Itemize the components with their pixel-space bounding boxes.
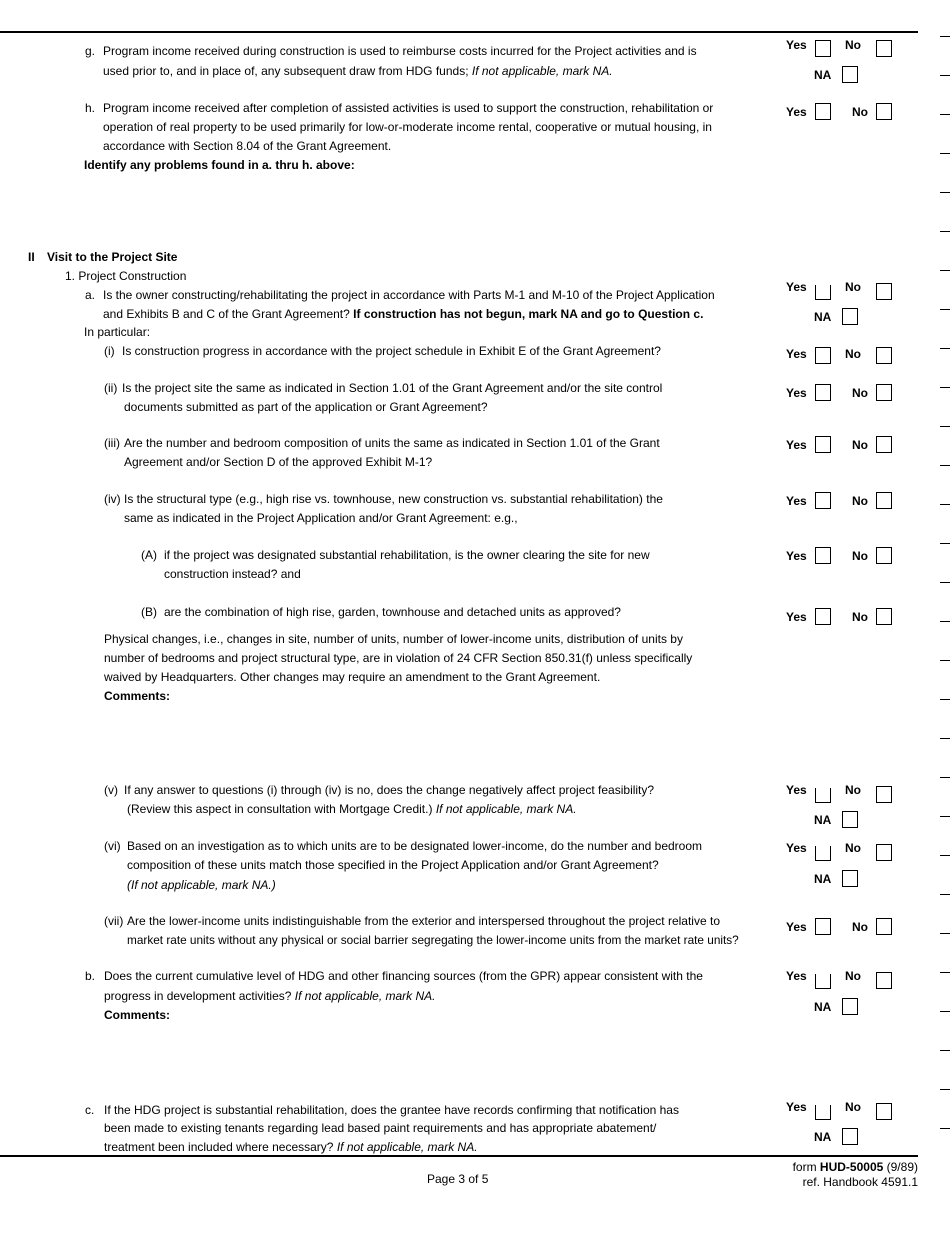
- no-checkbox[interactable]: [876, 384, 892, 401]
- yes-checkbox[interactable]: [815, 918, 831, 935]
- na-label: NA: [814, 1130, 832, 1144]
- yes-label: Yes: [786, 549, 807, 563]
- item-c-marker: c.: [85, 1103, 95, 1117]
- yes-label: Yes: [786, 105, 807, 119]
- question-A-text: if the project was designated substantial rehabilitation, is the owner clearing the site for new: [164, 548, 650, 562]
- no-checkbox[interactable]: [876, 347, 892, 364]
- no-label: No: [845, 1100, 861, 1114]
- question-A-text: construction instead? and: [164, 567, 301, 581]
- na-label: NA: [814, 1000, 832, 1014]
- yes-checkbox[interactable]: [815, 347, 831, 364]
- no-label: No: [845, 841, 861, 855]
- no-label: No: [852, 610, 868, 624]
- item-b-marker: b.: [85, 969, 96, 983]
- yes-label: Yes: [786, 38, 807, 52]
- no-checkbox[interactable]: [876, 103, 892, 120]
- section-numeral: II: [28, 250, 35, 264]
- na-checkbox[interactable]: [842, 308, 858, 325]
- item-g-text: used prior to, and in place of, any subsequent draw from HDG funds; If not applicable, mark NA.: [103, 64, 613, 78]
- item-c-text: If the HDG project is substantial rehabilitation, does the grantee have records confirming that notification has: [104, 1103, 679, 1117]
- no-label: No: [845, 280, 861, 294]
- question-iv-marker: (iv): [104, 492, 121, 506]
- no-label: No: [852, 920, 868, 934]
- yes-checkbox[interactable]: [815, 492, 831, 509]
- yes-label: Yes: [786, 347, 807, 361]
- yes-label: Yes: [786, 783, 807, 797]
- item-a-marker: a.: [85, 288, 96, 302]
- yes-checkbox[interactable]: [815, 608, 831, 625]
- na-label: NA: [814, 310, 832, 324]
- item-c-text: been made to existing tenants regarding lead based paint requirements and has appropriate abatement/: [104, 1121, 657, 1135]
- question-ii-text: Is the project site the same as indicated in Section 1.01 of the Grant Agreement and/or the site control: [122, 381, 663, 395]
- na-checkbox[interactable]: [842, 66, 858, 83]
- question-v-marker: (v): [104, 783, 118, 797]
- physical-changes-text: waived by Headquarters. Other changes may require an amendment to the Grant Agreement.: [104, 670, 601, 684]
- item-h-text: accordance with Section 8.04 of the Grant Agreement.: [103, 139, 392, 153]
- no-checkbox[interactable]: [876, 972, 892, 989]
- comments-label: Comments:: [104, 1008, 171, 1022]
- yes-checkbox[interactable]: [815, 846, 831, 861]
- yes-checkbox[interactable]: [815, 384, 831, 401]
- na-checkbox[interactable]: [842, 1128, 858, 1145]
- page-number: Page 3 of 5: [427, 1172, 489, 1186]
- no-label: No: [845, 969, 861, 983]
- no-label: No: [852, 494, 868, 508]
- question-B-text: are the combination of high rise, garden, townhouse and detached units as approved?: [164, 605, 621, 619]
- na-label: NA: [814, 872, 832, 886]
- top-rule: [0, 31, 918, 33]
- physical-changes-text: Physical changes, i.e., changes in site, number of units, number of lower-income units, distribution of units by: [104, 632, 683, 646]
- no-checkbox[interactable]: [876, 1103, 892, 1120]
- yes-label: Yes: [786, 494, 807, 508]
- question-vi-marker: (vi): [104, 839, 121, 853]
- na-label: NA: [814, 68, 832, 82]
- yes-label: Yes: [786, 969, 807, 983]
- yes-checkbox[interactable]: [815, 40, 831, 57]
- no-label: No: [852, 105, 868, 119]
- item-a-text: and Exhibits B and C of the Grant Agreement? If construction has not begun, mark NA and go to Question c.: [103, 307, 704, 321]
- comments-label: Comments:: [104, 689, 171, 703]
- na-label: NA: [814, 813, 832, 827]
- no-label: No: [852, 386, 868, 400]
- no-label: No: [845, 347, 861, 361]
- na-checkbox[interactable]: [842, 998, 858, 1015]
- yes-checkbox[interactable]: [815, 103, 831, 120]
- question-iii-text: Agreement and/or Section D of the approved Exhibit M-1?: [124, 455, 433, 469]
- no-checkbox[interactable]: [876, 844, 892, 861]
- no-checkbox[interactable]: [876, 283, 892, 300]
- no-checkbox[interactable]: [876, 492, 892, 509]
- item-h-text: operation of real property to be used primarily for low-or-moderate income rental, cooperative or mutual housing, in: [103, 120, 712, 134]
- item-b-text: Does the current cumulative level of HDG and other financing sources (from the GPR) appear consistent with the: [104, 969, 703, 983]
- yes-label: Yes: [786, 1100, 807, 1114]
- question-ii-text: documents submitted as part of the application or Grant Agreement?: [124, 400, 488, 414]
- item-h-marker: h.: [85, 101, 96, 115]
- question-i-marker: (i): [104, 344, 115, 358]
- item-h-text: Program income received after completion of assisted activities is used to support the construction, rehabilitation or: [103, 101, 714, 115]
- question-v-text: (Review this aspect in consultation with Mortgage Credit.) If not applicable, mark NA.: [127, 802, 577, 816]
- subsection-title: 1. Project Construction: [65, 269, 187, 283]
- no-label: No: [845, 783, 861, 797]
- question-iv-text: Is the structural type (e.g., high rise vs. townhouse, new construction vs. substantial rehabilitation) the: [124, 492, 663, 506]
- identify-problems-heading: Identify any problems found in a. thru h. above:: [84, 158, 355, 172]
- question-vii-text: Are the lower-income units indistinguishable from the exterior and interspersed throughout the project relative to: [127, 914, 720, 928]
- no-checkbox[interactable]: [876, 547, 892, 564]
- no-checkbox[interactable]: [876, 608, 892, 625]
- yes-label: Yes: [786, 841, 807, 855]
- question-vii-marker: (vii): [104, 914, 124, 928]
- question-vii-text: market rate units without any physical or social barrier segregating the lower-income units from the market rate units?: [127, 933, 739, 947]
- question-ii-marker: (ii): [104, 381, 118, 395]
- yes-checkbox[interactable]: [815, 547, 831, 564]
- physical-changes-text: number of bedrooms and project structural type, are in violation of 24 CFR Section 850.31(f) unless specifically: [104, 651, 693, 665]
- question-B-marker: (B): [141, 605, 157, 619]
- item-g-text: Program income received during construction is used to reimburse costs incurred for the Project activities and is: [103, 44, 697, 58]
- yes-label: Yes: [786, 386, 807, 400]
- na-checkbox[interactable]: [842, 811, 858, 828]
- question-vi-text: composition of these units match those specified in the Project Application and/or Grant Agreement?: [127, 858, 659, 872]
- no-checkbox[interactable]: [876, 918, 892, 935]
- yes-label: Yes: [786, 610, 807, 624]
- no-checkbox[interactable]: [876, 436, 892, 453]
- question-i-text: Is construction progress in accordance with the project schedule in Exhibit E of the Grant Agreement?: [122, 344, 661, 358]
- item-c-text: treatment been included where necessary? If not applicable, mark NA.: [104, 1140, 478, 1154]
- item-g-marker: g.: [85, 44, 96, 58]
- no-label: No: [845, 38, 861, 52]
- yes-label: Yes: [786, 280, 807, 294]
- yes-label: Yes: [786, 438, 807, 452]
- question-A-marker: (A): [141, 548, 157, 562]
- no-label: No: [852, 438, 868, 452]
- yes-checkbox[interactable]: [815, 285, 831, 300]
- no-checkbox[interactable]: [876, 40, 892, 57]
- question-vi-text: Based on an investigation as to which units are to be designated lower-income, do the number and bedroom: [127, 839, 703, 853]
- question-vi-note: (If not applicable, mark NA.): [127, 878, 276, 892]
- section-title: Visit to the Project Site: [47, 250, 178, 264]
- handbook-reference: ref. Handbook 4591.1: [802, 1175, 918, 1189]
- yes-checkbox[interactable]: [815, 974, 831, 989]
- yes-checkbox[interactable]: [815, 1105, 831, 1120]
- item-a-text: Is the owner constructing/rehabilitating the project in accordance with Parts M-1 and M-10 of the Project Application: [103, 288, 715, 302]
- question-v-text: If any answer to questions (i) through (iv) is no, does the change negatively affect project feasibility?: [124, 783, 655, 797]
- form-number-line: form HUD-50005 (9/89): [792, 1160, 918, 1174]
- form-reference: [793, 1160, 918, 1190]
- yes-checkbox[interactable]: [815, 436, 831, 453]
- question-iii-text: Are the number and bedroom composition of units the same as indicated in Section 1.01 of the Grant: [124, 436, 660, 450]
- in-particular-label: In particular:: [84, 325, 151, 339]
- question-iv-text: same as indicated in the Project Application and/or Grant Agreement: e.g.,: [124, 511, 518, 525]
- yes-label: Yes: [786, 920, 807, 934]
- no-label: No: [852, 549, 868, 563]
- question-iii-marker: (iii): [104, 436, 120, 450]
- na-checkbox[interactable]: [842, 870, 858, 887]
- no-checkbox[interactable]: [876, 786, 892, 803]
- item-b-text: progress in development activities? If not applicable, mark NA.: [104, 989, 436, 1003]
- yes-checkbox[interactable]: [815, 788, 831, 803]
